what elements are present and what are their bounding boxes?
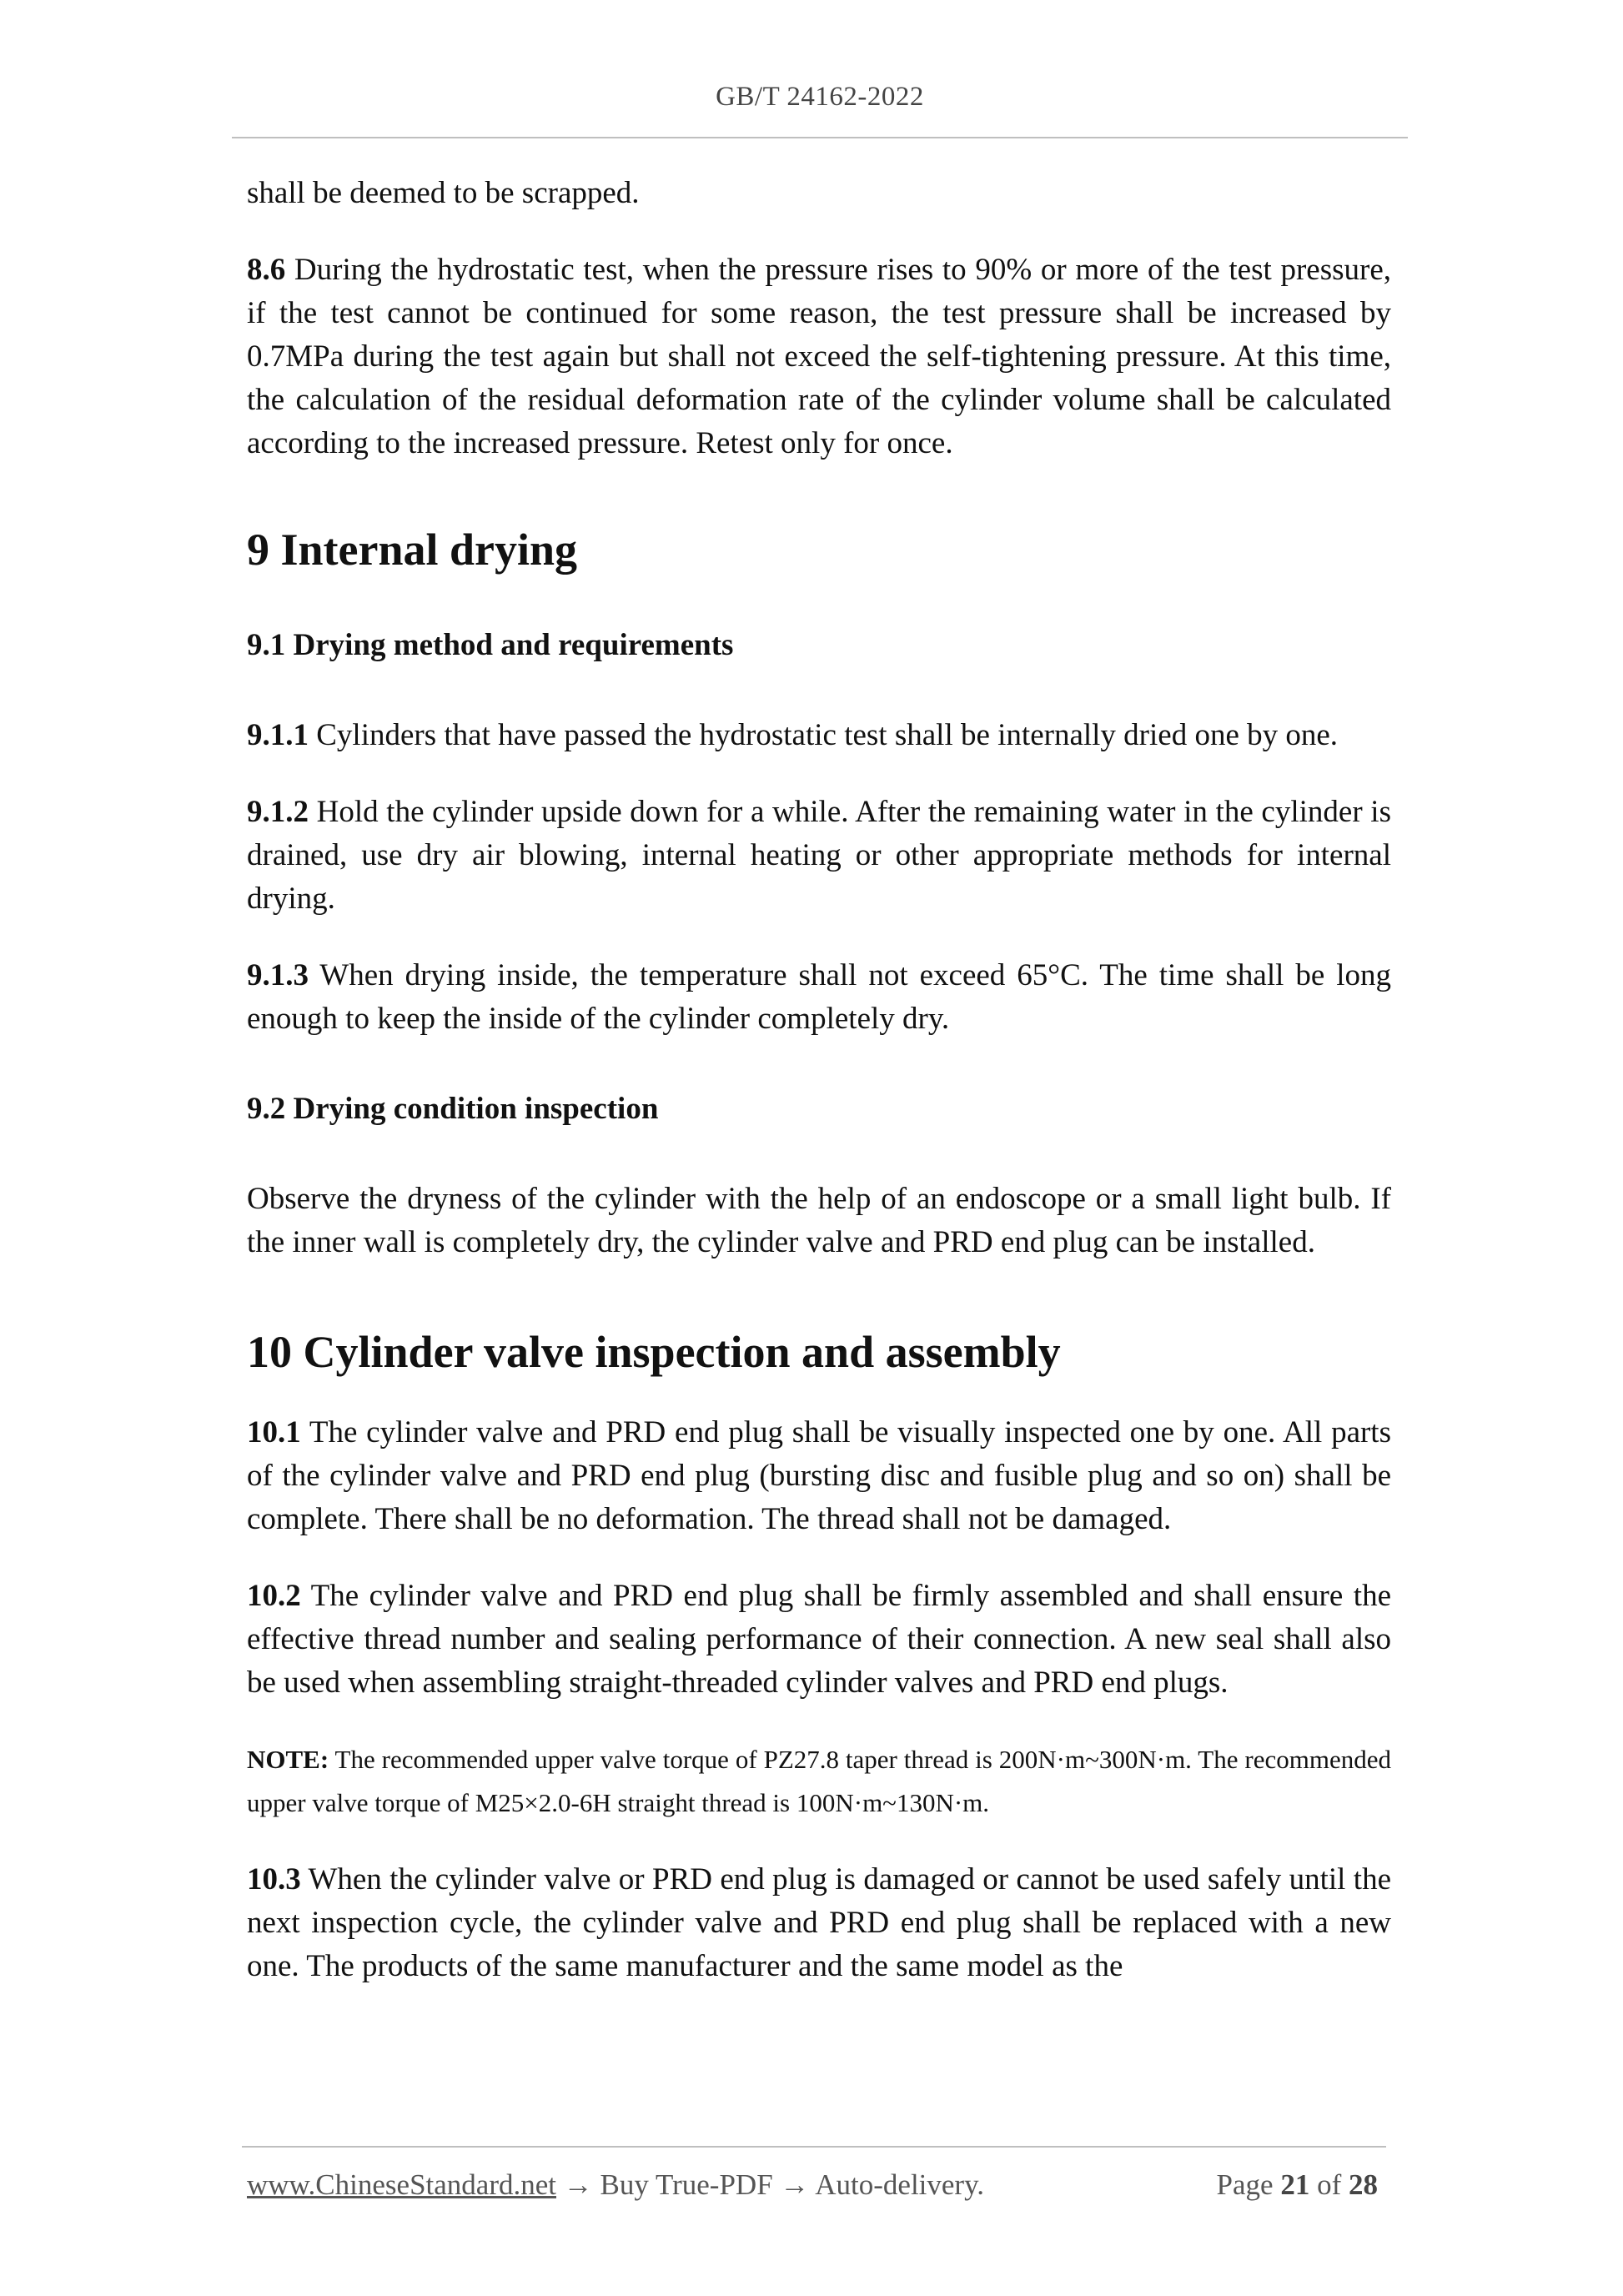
note-label: NOTE:	[247, 1745, 329, 1774]
page-total: 28	[1349, 2168, 1378, 2201]
clause-number: 10.1	[247, 1415, 301, 1449]
paragraph-9-2: Observe the dryness of the cylinder with the help of an endoscope or a small light bulb. If the inner wall is completely dry, the cylinder valve and PRD end plug can be installed.	[247, 1182, 1391, 1259]
clause-10-1	[247, 1411, 1391, 1541]
clause-number: 9.1.3	[247, 958, 309, 992]
site-link[interactable]: www.ChineseStandard.net	[247, 2168, 556, 2201]
clause-8-6	[247, 249, 1391, 465]
clause-number: 10.2	[247, 1579, 301, 1613]
clause-text: During the hydrostatic test, when the pressure rises to 90% or more of the test pressure, if the test cannot be continued for some reason, the test pressure shall be increased by 0.7MPa during the test again but shall not exceed the self-tightening pressure. At this time, the calculation of the residual deformation rate of the cylinder volume shall be calculated according to the increased pressure. Retest only for once.	[247, 253, 1391, 460]
page-counter	[1217, 2168, 1378, 2202]
clause-9-1-2	[247, 791, 1391, 921]
section-heading-10: 10 Cylinder valve inspection and assembly	[247, 1327, 1061, 1377]
clause-text: The cylinder valve and PRD end plug shall be firmly assembled and shall ensure the effective thread number and sealing performance of their connection. A new seal shall also be used when assembling straight-threaded cylinder valves and PRD end plugs.	[247, 1579, 1391, 1700]
arrow-icon: →	[556, 2168, 600, 2201]
note-paragraph	[247, 1738, 1391, 1825]
clause-number: 9.1.2	[247, 795, 309, 829]
clause-text: The cylinder valve and PRD end plug shall be visually inspected one by one. All parts of the cylinder valve and PRD end plug (bursting disc and fusible plug and so on) shall be complete. There shall be no deformation. The thread shall not be damaged.	[247, 1415, 1391, 1536]
clause-number: 9.1.1	[247, 718, 309, 752]
footer-promo	[247, 2168, 984, 2202]
paragraph-continuation: shall be deemed to be scrapped.	[247, 176, 640, 210]
note-text: The recommended upper valve torque of PZ27.8 taper thread is 200N·m~300N·m. The recommended upper valve torque of M25×2.0-6H straight thread is 100N·m~130N·m.	[247, 1745, 1391, 1817]
page-number: 21	[1280, 2168, 1310, 2201]
clause-number: 8.6	[247, 253, 286, 287]
buy-text: Buy True-PDF	[600, 2168, 773, 2201]
clause-text: Hold the cylinder upside down for a while. After the remaining water in the cylinder is drained, use dry air blowing, internal heating or other appropriate methods for internal drying.	[247, 795, 1391, 916]
clause-number: 10.3	[247, 1862, 301, 1897]
clause-text: Cylinders that have passed the hydrostatic test shall be internally dried one by one.	[309, 718, 1339, 752]
section-heading-9: 9 Internal drying	[247, 525, 578, 575]
page-header: GB/T 24162-2022	[716, 82, 924, 112]
subsection-heading-9-1: 9.1 Drying method and requirements	[247, 628, 734, 662]
arrow-icon: →	[772, 2168, 816, 2201]
delivery-text: Auto-delivery.	[815, 2168, 985, 2201]
clause-9-1-1	[247, 714, 1391, 757]
clause-9-1-3	[247, 954, 1391, 1041]
of-word: of	[1309, 2168, 1349, 2201]
page-footer	[247, 2168, 1378, 2202]
footer-divider	[242, 2146, 1386, 2148]
clause-text: When drying inside, the temperature shall not exceed 65°C. The time shall be long enough to keep the inside of the cylinder completely dry.	[247, 958, 1391, 1036]
page-content	[247, 172, 1391, 1988]
clause-10-3	[247, 1858, 1391, 1988]
subsection-heading-9-2: 9.2 Drying condition inspection	[247, 1092, 659, 1126]
header-divider	[232, 137, 1408, 138]
clause-10-2	[247, 1575, 1391, 1705]
page-word: Page	[1216, 2168, 1281, 2201]
clause-text: When the cylinder valve or PRD end plug is damaged or cannot be used safely until the next inspection cycle, the cylinder valve and PRD end plug shall be replaced with a new one. The products of the same manufacturer and the same model as the	[247, 1862, 1391, 1983]
